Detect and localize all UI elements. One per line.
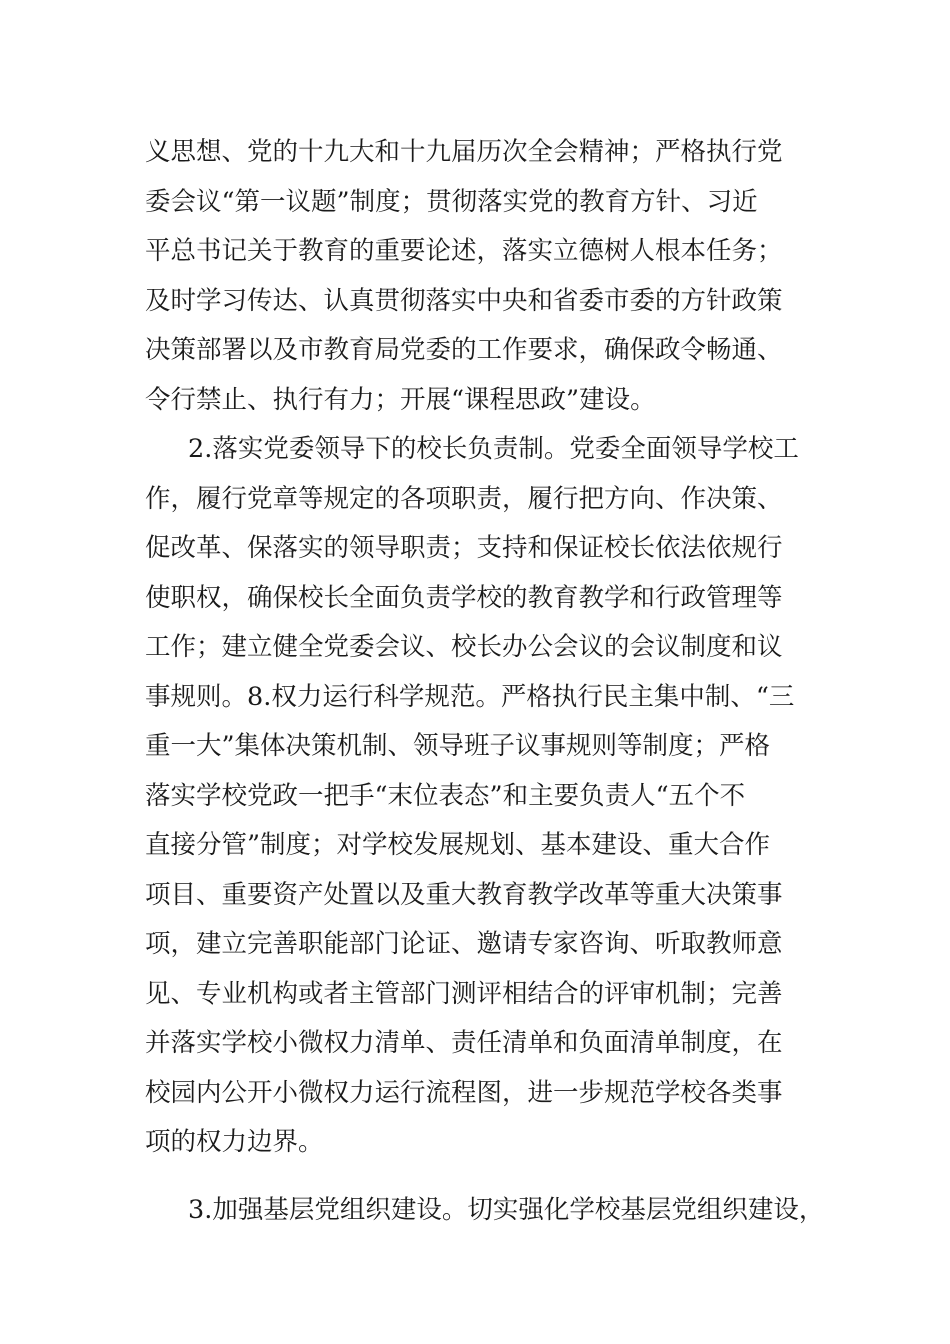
text-line: 2.落实党委领导下的校长负责制。党委全面领导学校工: [188, 434, 799, 464]
paragraph-spacer: [145, 1168, 835, 1186]
paragraph-1: [145, 128, 835, 425]
text-line: 校园内公开小微权力运行流程图，进一步规范学校各类事: [145, 1077, 783, 1108]
text-line: 平总书记关于教育的重要论述，落实立德树人根本任务；: [145, 236, 783, 266]
text-line: 并落实学校小微权力清单、责任清单和负面清单制度，在: [145, 1028, 783, 1058]
text-line: 直接分管”制度；对学校发展规划、基本建设、重大合作: [145, 830, 771, 860]
text-line: 使职权，确保校长全面负责学校的教育教学和行政管理等: [145, 582, 783, 613]
text-line: 见、专业机构或者主管部门测评相结合的评审机制；完善: [145, 978, 783, 1009]
text-line: 落实学校党政一把手“末位表态”和主要负责人“五个不: [145, 780, 746, 811]
text-line: 重一大”集体决策机制、领导班子议事规则等制度；严格: [145, 731, 771, 761]
document-body: [145, 128, 835, 1235]
text-line: 决策部署以及市教育局党委的工作要求，确保政令畅通、: [145, 335, 783, 365]
text-line: 项的权力边界。: [145, 1127, 324, 1157]
text-line: 项目、重要资产处置以及重大教育教学改革等重大决策事: [145, 879, 783, 910]
text-line: 作，履行党章等规定的各项职责，履行把方向、作决策、: [145, 483, 783, 514]
text-line: 项，建立完善职能部门论证、邀请专家咨询、听取教师意: [145, 929, 783, 959]
text-line: 及时学习传达、认真贯彻落实中央和省委市委的方针政策: [145, 285, 783, 316]
paragraph-2: [145, 425, 835, 1168]
text-line: 工作；建立健全党委会议、校长办公会议的会议制度和议: [145, 632, 783, 662]
text-line: 委会议“第一议题”制度；贯彻落实党的教育方针、习近: [145, 186, 758, 217]
text-line: 3.加强基层党组织建设。切实强化学校基层党组织建设，: [188, 1194, 825, 1225]
text-line: 事规则。8.权力运行科学规范。严格执行民主集中制、“三: [145, 681, 795, 712]
paragraph-3: [145, 1186, 835, 1236]
text-line: 促改革、保落实的领导职责；支持和保证校长依法依规行: [145, 533, 783, 563]
text-line: 义思想、党的十九大和十九届历次全会精神；严格执行党: [145, 137, 783, 167]
text-line: 令行禁止、执行有力；开展“课程思政”建设。: [145, 384, 656, 415]
